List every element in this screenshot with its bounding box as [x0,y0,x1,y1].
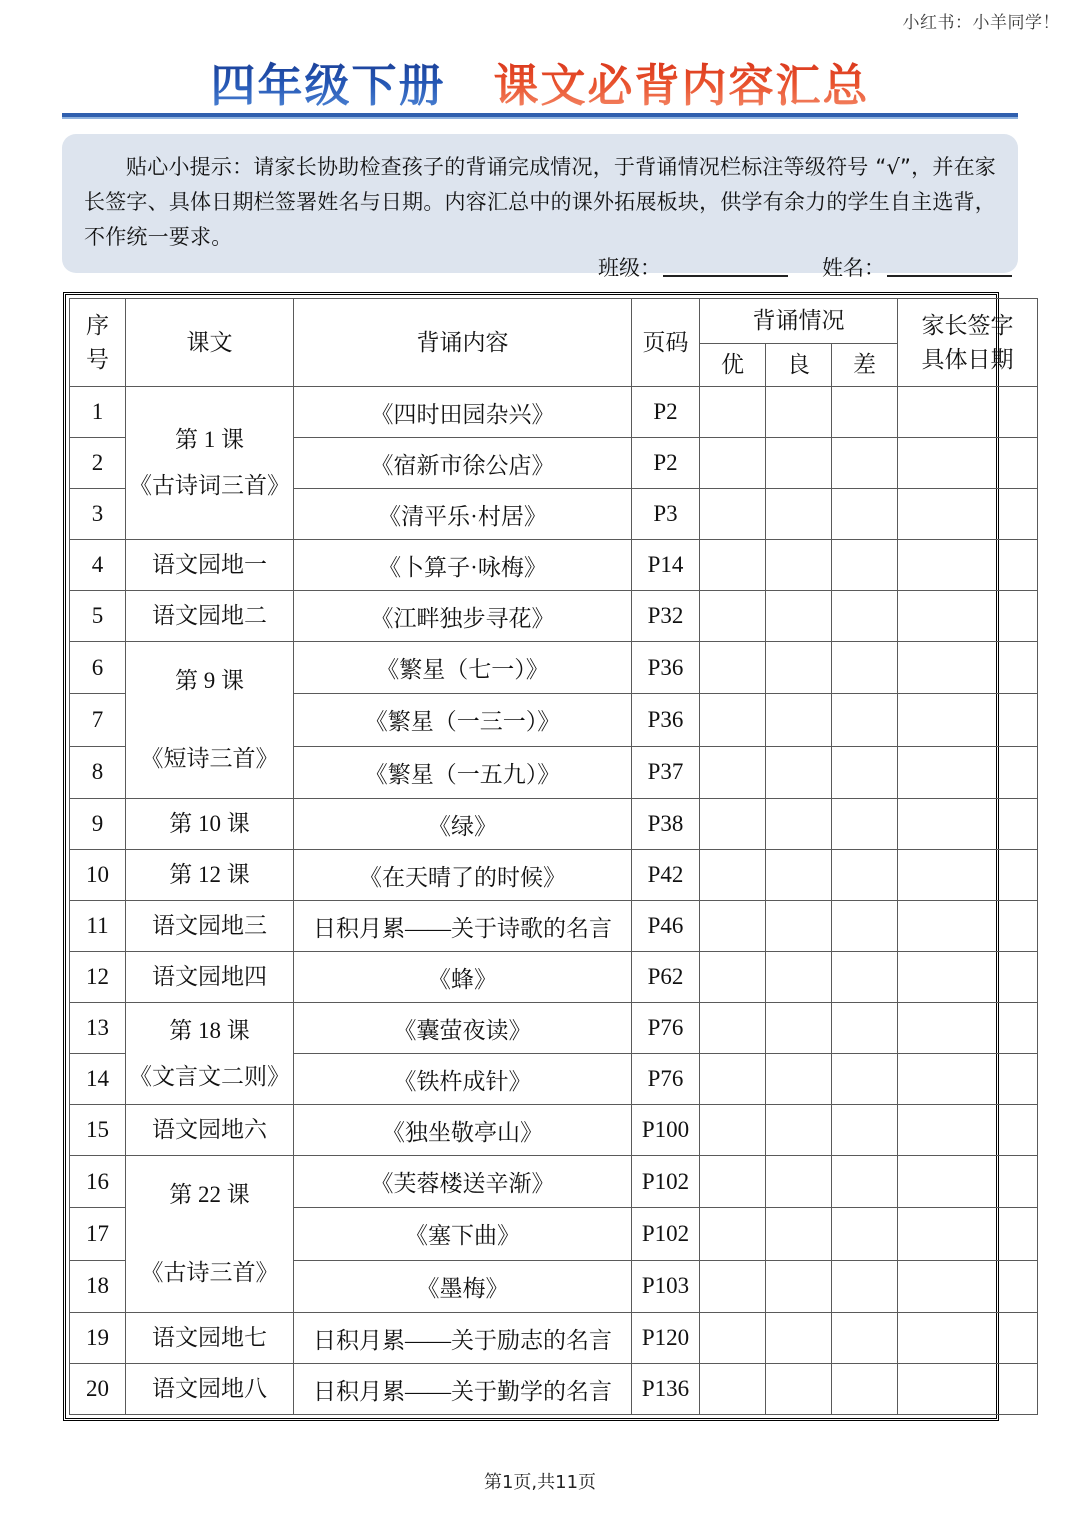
row-lesson-line1: 第 10 课 [169,811,250,836]
class-label: 班级： [598,256,661,280]
row-signature[interactable] [898,1054,1038,1105]
row-page: P76 [632,1003,700,1054]
row-status-good[interactable] [700,489,766,540]
col-header-signature [898,299,1038,387]
row-signature[interactable] [898,1156,1038,1208]
table-row [70,387,1038,438]
row-content: 《繁星（一五九）》 [294,746,632,798]
table-row [70,1156,1038,1208]
col-header-signature-line1: 家长签字 [921,312,1014,339]
row-status-poor[interactable] [832,1156,898,1208]
row-page: P46 [632,901,700,952]
row-lesson [126,387,294,540]
row-status-poor[interactable] [832,1313,898,1364]
row-status-poor[interactable] [832,799,898,850]
row-signature[interactable] [898,694,1038,746]
table-row [70,1105,1038,1156]
row-status-poor[interactable] [832,489,898,540]
row-lesson [126,1105,294,1156]
row-status-good[interactable] [700,694,766,746]
row-signature[interactable] [898,387,1038,438]
row-status-good[interactable] [700,1156,766,1208]
row-status-good[interactable] [700,746,766,798]
row-content: 《铁杵成针》 [294,1054,632,1105]
row-page: P76 [632,1054,700,1105]
row-content: 《芙蓉楼送辛渐》 [294,1156,632,1208]
row-status-fair[interactable] [766,438,832,489]
row-status-good[interactable] [700,540,766,591]
row-lesson-line2: 《古诗三首》 [140,1260,279,1285]
col-header-page: 页码 [632,299,700,387]
row-lesson-line1: 第 9 课 [175,668,244,693]
row-signature[interactable] [898,1313,1038,1364]
row-lesson [126,1313,294,1364]
row-page: P37 [632,746,700,798]
recitation-table-frame [63,292,1014,1421]
row-status-fair[interactable] [766,1208,832,1260]
row-content: 《卜算子·咏梅》 [294,540,632,591]
row-status-fair[interactable] [766,694,832,746]
row-content: 《绿》 [294,799,632,850]
row-lesson-line1: 第 12 课 [169,862,250,887]
row-index: 18 [70,1260,126,1312]
row-status-good[interactable] [700,438,766,489]
col-header-status-fair: 良 [766,344,832,387]
row-lesson-line1: 语文园地七 [152,1325,267,1350]
row-status-good[interactable] [700,850,766,901]
row-index: 7 [70,694,126,746]
row-signature[interactable] [898,489,1038,540]
row-status-fair[interactable] [766,1054,832,1105]
row-status-fair[interactable] [766,1364,832,1415]
identification-line [62,252,1018,282]
row-lesson [126,540,294,591]
table-row [70,850,1038,901]
row-status-good[interactable] [700,1260,766,1312]
row-page: P2 [632,438,700,489]
row-page: P36 [632,642,700,694]
watermark-text: 小红书：小羊同学！ [902,13,1060,32]
row-page: P100 [632,1105,700,1156]
row-index: 5 [70,591,126,642]
row-index: 4 [70,540,126,591]
row-signature[interactable] [898,1364,1038,1415]
col-header-status-poor: 差 [832,344,898,387]
row-page: P102 [632,1208,700,1260]
row-lesson [126,850,294,901]
row-page: P103 [632,1260,700,1312]
row-content: 《清平乐·村居》 [294,489,632,540]
row-status-poor[interactable] [832,642,898,694]
row-lesson-line1: 语文园地三 [152,913,267,938]
row-page: P32 [632,591,700,642]
row-content: 《繁星（七一）》 [294,642,632,694]
row-status-fair[interactable] [766,387,832,438]
tip-text: 贴心小提示：请家长协助检查孩子的背诵完成情况，于背诵情况栏标注等级符号 “√”，并在家长签字、具体日期栏签署姓名与日期。内容汇总中的课外拓展板块，供学有余力的学生自主选背，不作统一要求。 [84,155,996,249]
row-index: 13 [70,1003,126,1054]
col-header-status-group: 背诵情况 [700,299,898,344]
row-status-fair[interactable] [766,489,832,540]
row-status-good[interactable] [700,1003,766,1054]
row-index: 16 [70,1156,126,1208]
row-signature[interactable] [898,438,1038,489]
row-content: 《塞下曲》 [294,1208,632,1260]
row-status-fair[interactable] [766,901,832,952]
row-content: 日积月累——关于诗歌的名言 [294,901,632,952]
row-lesson [126,1003,294,1105]
row-status-good[interactable] [700,1313,766,1364]
row-status-poor[interactable] [832,1105,898,1156]
row-content: 日积月累——关于励志的名言 [294,1313,632,1364]
row-status-poor[interactable] [832,1003,898,1054]
row-status-good[interactable] [700,1364,766,1415]
row-status-good[interactable] [700,952,766,1003]
row-index: 3 [70,489,126,540]
row-index: 8 [70,746,126,798]
row-lesson [126,1364,294,1415]
row-content: 日积月累——关于勤学的名言 [294,1364,632,1415]
row-lesson-line1: 语文园地四 [152,964,267,989]
row-page: P2 [632,387,700,438]
table-row [70,1313,1038,1364]
row-lesson-line1: 第 1 课 [175,427,244,452]
row-lesson-line1: 第 18 课 [169,1017,250,1043]
col-header-content: 背诵内容 [294,299,632,387]
row-lesson [126,799,294,850]
row-page: P120 [632,1313,700,1364]
row-lesson-line2: 《短诗三首》 [140,746,279,771]
row-status-fair[interactable] [766,642,832,694]
row-lesson-line1: 语文园地二 [152,603,267,628]
row-content: 《宿新市徐公店》 [294,438,632,489]
row-page: P38 [632,799,700,850]
row-status-good[interactable] [700,387,766,438]
row-status-good[interactable] [700,1208,766,1260]
title-divider [62,113,1018,117]
table-row [70,1003,1038,1054]
col-header-index [70,299,126,387]
col-header-status-good: 优 [700,344,766,387]
row-status-poor[interactable] [832,694,898,746]
row-page: P62 [632,952,700,1003]
header-row-1 [70,299,1038,344]
row-signature[interactable] [898,540,1038,591]
row-lesson-line1: 语文园地八 [152,1376,267,1401]
row-status-poor[interactable] [832,387,898,438]
row-content: 《独坐敬亭山》 [294,1105,632,1156]
row-status-fair[interactable] [766,952,832,1003]
row-index: 19 [70,1313,126,1364]
row-signature[interactable] [898,1003,1038,1054]
row-status-fair[interactable] [766,1313,832,1364]
col-header-index-line2: 号 [86,346,109,373]
row-lesson-line1: 第 22 课 [169,1182,250,1207]
row-signature[interactable] [898,799,1038,850]
row-status-poor[interactable] [832,438,898,489]
row-status-poor[interactable] [832,1364,898,1415]
row-status-fair[interactable] [766,1260,832,1312]
row-signature[interactable] [898,1105,1038,1156]
row-content: 《在天晴了的时候》 [294,850,632,901]
row-lesson-line1: 语文园地一 [152,552,267,577]
col-header-lesson: 课文 [126,299,294,387]
table-row [70,952,1038,1003]
row-status-good[interactable] [700,901,766,952]
row-index: 6 [70,642,126,694]
row-status-poor[interactable] [832,746,898,798]
table-row [70,591,1038,642]
row-signature[interactable] [898,746,1038,798]
table-body [70,387,1038,1415]
col-header-index-line1: 序 [86,312,109,339]
row-lesson [126,901,294,952]
row-index: 15 [70,1105,126,1156]
class-input[interactable] [663,255,788,277]
row-status-good[interactable] [700,642,766,694]
row-signature[interactable] [898,591,1038,642]
name-label: 姓名： [822,256,885,280]
row-index: 1 [70,387,126,438]
row-status-poor[interactable] [832,540,898,591]
row-status-poor[interactable] [832,1054,898,1105]
title-part-grade: 四年级下册 [210,59,451,112]
row-index: 12 [70,952,126,1003]
row-status-fair[interactable] [766,1105,832,1156]
row-status-fair[interactable] [766,591,832,642]
row-status-good[interactable] [700,1054,766,1105]
row-content: 《江畔独步寻花》 [294,591,632,642]
row-content: 《蜂》 [294,952,632,1003]
row-lesson [126,1156,294,1313]
row-content: 《四时田园杂兴》 [294,387,632,438]
row-signature[interactable] [898,1208,1038,1260]
col-header-signature-line2: 具体日期 [921,346,1014,373]
row-status-fair[interactable] [766,850,832,901]
row-lesson [126,642,294,799]
row-index: 17 [70,1208,126,1260]
row-page: P42 [632,850,700,901]
row-status-poor[interactable] [832,850,898,901]
row-page: P36 [632,694,700,746]
row-status-fair[interactable] [766,1156,832,1208]
row-lesson [126,952,294,1003]
row-status-good[interactable] [700,591,766,642]
row-status-good[interactable] [700,799,766,850]
title-part-subject: 课文必背内容汇总 [493,59,870,112]
row-status-fair[interactable] [766,540,832,591]
row-status-poor[interactable] [832,1208,898,1260]
row-status-poor[interactable] [832,901,898,952]
row-status-poor[interactable] [832,1260,898,1312]
row-signature[interactable] [898,1260,1038,1312]
row-status-fair[interactable] [766,1003,832,1054]
table-head [70,299,1038,387]
row-page: P14 [632,540,700,591]
recitation-table [69,298,1038,1415]
table-row [70,540,1038,591]
row-signature[interactable] [898,901,1038,952]
row-index: 11 [70,901,126,952]
table-row [70,642,1038,694]
row-status-poor[interactable] [832,952,898,1003]
page-footer: 第1页,共11页 [483,1472,597,1493]
row-status-poor[interactable] [832,591,898,642]
row-content: 《囊萤夜读》 [294,1003,632,1054]
row-page: P3 [632,489,700,540]
row-signature[interactable] [898,642,1038,694]
row-index: 20 [70,1364,126,1415]
row-status-good[interactable] [700,1105,766,1156]
row-content: 《墨梅》 [294,1260,632,1312]
row-page: P102 [632,1156,700,1208]
row-index: 9 [70,799,126,850]
row-page: P136 [632,1364,700,1415]
row-index: 14 [70,1054,126,1105]
row-index: 2 [70,438,126,489]
row-signature[interactable] [898,952,1038,1003]
page-title [62,60,1018,112]
table-row [70,799,1038,850]
row-lesson [126,591,294,642]
row-lesson-line2: 《古诗词三首》 [129,473,290,498]
row-index: 10 [70,850,126,901]
name-input[interactable] [887,255,1012,277]
row-status-fair[interactable] [766,746,832,798]
table-row [70,1364,1038,1415]
row-signature[interactable] [898,850,1038,901]
row-lesson-line2: 《文言文二则》 [129,1063,290,1089]
row-content: 《繁星（一三一）》 [294,694,632,746]
row-status-fair[interactable] [766,799,832,850]
row-lesson-line1: 语文园地六 [152,1117,267,1142]
table-row [70,901,1038,952]
